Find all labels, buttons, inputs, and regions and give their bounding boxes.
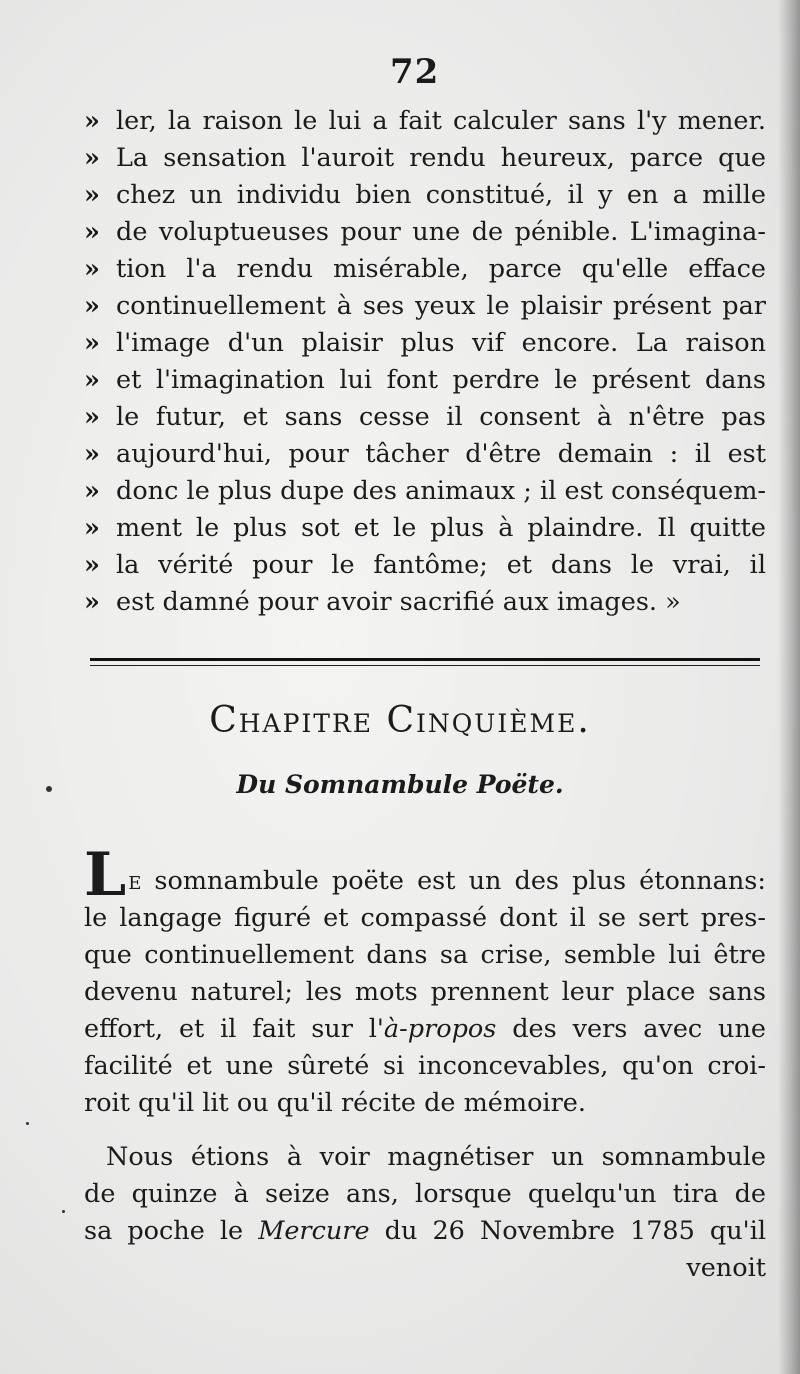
quote-line-text: La sensation l'auroit rendu heureux, parce que	[116, 143, 766, 173]
first-word-caps: e	[128, 866, 142, 896]
quote-mark: »	[84, 180, 99, 210]
quote-line	[84, 473, 766, 510]
quote-line-text: tion l'a rendu misérable, parce qu'elle efface	[116, 254, 766, 284]
quote-line	[84, 362, 766, 399]
paper-speck	[46, 786, 52, 792]
quote-line-text: de voluptueuses pour une de pénible. L'imagina-	[116, 217, 766, 247]
quote-mark: »	[84, 365, 99, 395]
page-number: 72	[390, 52, 440, 92]
quote-line	[84, 325, 766, 362]
quote-line-text: est damné pour avoir sacrifié aux images. »	[116, 587, 681, 617]
section-rule	[90, 658, 760, 661]
quote-line-text: continuellement à ses yeux le plaisir présent par	[116, 291, 766, 321]
quote-mark: »	[84, 106, 99, 136]
quote-line	[84, 510, 766, 547]
quote-mark: »	[84, 217, 99, 247]
quote-line	[84, 288, 766, 325]
text-line: facilité et une sûreté si inconcevables, qu'on croi-	[84, 1051, 766, 1081]
quote-mark: »	[84, 143, 99, 173]
text-line	[84, 840, 766, 910]
text-line	[84, 1213, 766, 1250]
text-line: Nous étions à voir magnétiser un somnambule	[106, 1142, 766, 1172]
quote-line	[84, 140, 766, 177]
paragraph-2	[84, 1139, 766, 1287]
catchword: venoit	[686, 1253, 766, 1283]
quote-line-text: la vérité pour le fantôme; et dans le vrai, il	[116, 550, 766, 580]
text-line	[84, 1011, 766, 1048]
quote-line-text: donc le plus dupe des animaux ; il est conséquem-	[116, 476, 766, 506]
line-text: sa poche le	[84, 1216, 259, 1246]
italic-text: à-propos	[383, 1014, 497, 1044]
quote-line-text: le futur, et sans cesse il consent à n'être pas	[116, 402, 766, 432]
text-line: le langage figuré et compassé dont il se sert pres-	[84, 903, 766, 933]
quote-line-text: chez un individu bien constitué, il y en a mille	[116, 180, 766, 210]
quote-line-text: l'image d'un plaisir plus vif encore. La raison	[116, 328, 766, 358]
quote-mark: »	[84, 513, 99, 543]
quote-mark: »	[84, 254, 99, 284]
text-line: de quinze à seize ans, lorsque quelqu'un tira de	[84, 1179, 766, 1209]
quote-line	[84, 436, 766, 473]
quote-line	[84, 251, 766, 288]
line-text: somnambule poëte est un des plus étonnans:	[154, 866, 766, 896]
quote-line-text: ment le plus sot et le plus à plaindre. Il quitte	[116, 513, 766, 543]
quote-line	[84, 547, 766, 584]
quote-line	[84, 584, 766, 621]
quote-mark: »	[84, 402, 99, 432]
drop-cap: L	[84, 840, 127, 910]
quote-line	[84, 214, 766, 251]
quoted-passage	[84, 103, 766, 621]
page-edge-shadow	[778, 0, 800, 1374]
italic-text: Mercure	[258, 1216, 370, 1246]
quote-mark: »	[84, 550, 99, 580]
section-rule-thin	[90, 665, 760, 666]
quote-line	[84, 399, 766, 436]
text-line: devenu naturel; les mots prennent leur place sans	[84, 977, 766, 1007]
quote-line-text: aujourd'hui, pour tâcher d'être demain : il est	[116, 439, 766, 469]
text-line: que continuellement dans sa crise, semble lui être	[84, 940, 766, 970]
chapter-subtitle: Du Somnambule Poëte.	[236, 770, 564, 799]
quote-line	[84, 103, 766, 140]
paragraph-1	[84, 840, 766, 1122]
text-line: roit qu'il lit ou qu'il récite de mémoire.	[84, 1088, 586, 1118]
line-text: du 26 Novembre 1785 qu'il	[369, 1216, 767, 1246]
quote-mark: »	[84, 476, 99, 506]
quote-line-text: ler, la raison le lui a fait calculer sans l'y mener.	[116, 106, 766, 136]
line-text: des vers avec une	[496, 1014, 766, 1044]
quote-mark: »	[84, 439, 99, 469]
quote-mark: »	[84, 328, 99, 358]
paper-speck	[26, 1122, 29, 1125]
quote-line-text: et l'imagination lui font perdre le présent dans	[116, 365, 766, 395]
paper-speck	[62, 1210, 65, 1213]
quote-mark: »	[84, 587, 99, 617]
chapter-title: Chapitre Cinquième.	[209, 700, 591, 741]
quote-line	[84, 177, 766, 214]
line-text: effort, et il fait sur l'	[84, 1014, 384, 1044]
quote-mark: »	[84, 291, 99, 321]
